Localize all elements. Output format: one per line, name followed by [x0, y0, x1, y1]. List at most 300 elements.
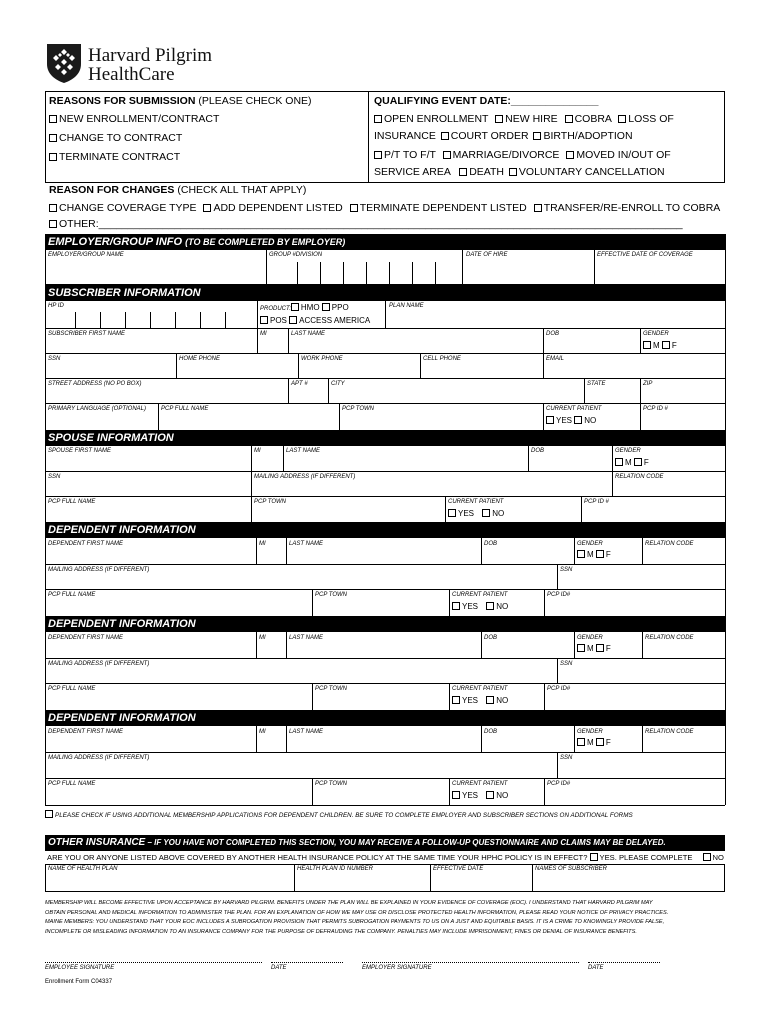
pcp-full-label: PCP FULL NAME — [161, 406, 209, 412]
tick — [125, 312, 126, 328]
option-label: HMO — [300, 303, 320, 312]
effective-date-label: EFFECTIVE DATE OF COVERAGE — [597, 252, 693, 258]
checkbox[interactable] — [590, 853, 598, 861]
checkbox[interactable] — [350, 204, 358, 212]
gender-options — [643, 341, 677, 351]
option-label: M — [587, 738, 594, 747]
dependent-current-patient-label: CURRENT PATIENT — [452, 592, 508, 598]
divider — [45, 564, 725, 565]
option-label: LOSS OF — [628, 113, 674, 125]
divider — [286, 538, 287, 564]
subscriber-header — [45, 285, 725, 301]
checkbox[interactable] — [565, 115, 573, 123]
option-label: VOLUNTARY CANCELLATION — [518, 166, 665, 178]
employee-date-line[interactable] — [271, 962, 343, 963]
option-label: MOVED IN/OUT OF — [576, 149, 671, 161]
changes-other[interactable] — [49, 218, 725, 231]
employee-signature-label: EMPLOYEE SIGNATURE — [45, 965, 115, 971]
checkbox[interactable] — [443, 151, 451, 159]
legal-text — [45, 899, 725, 937]
checkbox[interactable] — [546, 416, 554, 424]
employer-title: EMPLOYER/GROUP INFO — [48, 236, 183, 248]
other-insurance-question — [47, 853, 724, 863]
divider — [462, 250, 463, 284]
checkbox[interactable] — [495, 115, 503, 123]
dependent-header-1 — [45, 522, 725, 538]
changes-options — [49, 202, 720, 215]
spouse-header — [45, 430, 725, 446]
group-division-label: GROUP #DIVISION — [269, 252, 323, 258]
checkbox[interactable] — [448, 509, 456, 517]
divider — [543, 353, 544, 378]
cell-phone-label: CELL PHONE — [423, 356, 461, 362]
dependent-dob-label: DOB — [484, 635, 498, 641]
divider — [557, 752, 558, 778]
divider — [45, 658, 725, 659]
dependent-dob-label: DOB — [484, 729, 498, 735]
option-label: NO — [584, 416, 597, 425]
employee-signature-line[interactable] — [45, 962, 262, 963]
dependent-first-name-label: DEPENDENT FIRST NAME — [48, 729, 124, 735]
street-label: STREET ADDRESS (NO PO BOX) — [48, 381, 142, 387]
logo-text — [88, 46, 212, 84]
option-label: M — [653, 341, 660, 350]
option-label: F — [643, 458, 649, 467]
option-label: TERMINATE CONTRACT — [59, 151, 181, 163]
option-label: POS — [270, 316, 287, 325]
mi-label: MI — [260, 331, 267, 337]
divider — [640, 403, 641, 430]
qualifying-row2 — [374, 130, 633, 143]
dependent-current-patient-label: CURRENT PATIENT — [452, 781, 508, 787]
divider — [45, 589, 725, 590]
checkbox[interactable] — [533, 132, 541, 140]
checkbox[interactable] — [703, 853, 711, 861]
current-patient-options — [546, 416, 596, 426]
spouse-ssn-label: SSN — [48, 474, 61, 480]
dependent-header-3 — [45, 710, 725, 726]
submission-note: (PLEASE CHECK ONE) — [198, 95, 312, 107]
divider — [45, 328, 725, 329]
divider — [445, 496, 446, 522]
divider — [544, 589, 545, 616]
divider — [543, 403, 544, 430]
option-label: COURT ORDER — [450, 130, 529, 142]
divider — [339, 403, 340, 430]
tick — [366, 262, 367, 284]
tick — [412, 262, 413, 284]
option-label: DEATH — [469, 166, 504, 178]
option-label: TRANSFER/RE-ENROLL TO COBRA — [543, 202, 721, 214]
checkbox[interactable] — [486, 696, 494, 704]
employer-header — [45, 234, 725, 250]
checkbox[interactable] — [634, 458, 642, 466]
checkbox[interactable] — [49, 204, 57, 212]
zip-label: ZIP — [643, 381, 653, 387]
pcp-town-label: PCP TOWN — [342, 406, 375, 412]
checkbox[interactable] — [374, 151, 382, 159]
city-label: CITY — [331, 381, 345, 387]
checkbox[interactable] — [662, 341, 670, 349]
changes-title-row — [49, 184, 306, 197]
divider — [45, 378, 725, 379]
dependent-dob-label: DOB — [484, 541, 498, 547]
dependent-title: DEPENDENT INFORMATION — [48, 712, 196, 724]
question-text: ARE YOU OR ANYONE LISTED ABOVE COVERED BY ANOTHER HEALTH INSURANCE POLICY AT THE SAME TIME YOUR HPHC POLICY IS IN EFFECT? — [47, 853, 588, 862]
qualifying-row3 — [374, 149, 671, 162]
spouse-title: SPOUSE INFORMATION — [48, 432, 174, 444]
checkbox[interactable] — [486, 791, 494, 799]
submission-option-0[interactable] — [49, 113, 219, 126]
divider — [584, 378, 585, 403]
option-label: CHANGE TO CONTRACT — [59, 132, 183, 144]
option-label: CHANGE COVERAGE TYPE — [59, 202, 197, 214]
checkbox[interactable] — [566, 151, 574, 159]
checkbox[interactable] — [49, 134, 57, 142]
spouse-first-name-label: SPOUSE FIRST NAME — [48, 448, 112, 454]
additional-forms-note[interactable] — [45, 810, 633, 820]
dependent-pcp-id-label: PCP ID# — [547, 686, 571, 692]
divider — [642, 632, 643, 658]
option-label: M — [587, 550, 594, 559]
submission-title-row — [49, 95, 312, 108]
spouse-current-patient-label: CURRENT PATIENT — [448, 499, 504, 505]
spouse-mi-label: MI — [254, 448, 261, 454]
divider — [640, 328, 641, 353]
dependent-mi-label: MI — [259, 729, 266, 735]
divider — [45, 683, 725, 684]
checkbox[interactable] — [49, 153, 57, 161]
state-label: STATE — [587, 381, 606, 387]
checkbox[interactable] — [452, 791, 460, 799]
language-label: PRIMARY LANGUAGE (OPTIONAL) — [48, 406, 147, 412]
gender-label: GENDER — [643, 331, 669, 337]
checkbox[interactable] — [289, 316, 297, 324]
checkbox[interactable] — [49, 115, 57, 123]
tick — [75, 312, 76, 328]
checkbox[interactable] — [49, 220, 57, 228]
dependent-gender-options — [577, 644, 611, 654]
other-insurance-box — [45, 864, 725, 892]
tick — [435, 262, 436, 284]
dependent-current-patient-options — [452, 791, 508, 801]
divider — [642, 726, 643, 752]
divider — [257, 328, 258, 353]
dependent-current-patient-options — [452, 696, 508, 706]
dependent-header-2 — [45, 616, 725, 632]
dependent-ssn-label: SSN — [560, 661, 573, 667]
employer-signature-line[interactable] — [362, 962, 579, 963]
top-divider — [368, 91, 369, 183]
option-label: F — [605, 644, 611, 653]
pcp-id-label: PCP ID # — [643, 406, 668, 412]
dependent-gender-label: GENDER — [577, 541, 603, 547]
option-label: YES — [462, 696, 479, 705]
dependent-gender-options — [577, 738, 611, 748]
divider — [594, 250, 595, 284]
note-text: PLEASE CHECK IF USING ADDITIONAL MEMBERSHIP APPLICATIONS FOR DEPENDENT CHILDREN. BE SURE TO COMPLETE EMPLOYER AND SUBSCRIBER SECTIONS ON ADDITIONAL FORMS — [55, 812, 633, 819]
option-label: BIRTH/ADOPTION — [543, 130, 633, 142]
option-label: YES — [458, 509, 475, 518]
ssn-label: SSN — [48, 356, 61, 362]
dependent-first-name-label: DEPENDENT FIRST NAME — [48, 541, 124, 547]
spouse-gender-label: GENDER — [615, 448, 641, 454]
option-label: P/T TO F/T — [384, 149, 436, 161]
legal-line: OBTAIN PERSONAL AND MEDICAL INFORMATION TO ADMINISTER THE PLAN. FOR AN EXPLANATION OF HOW WE MAY USE OR DISCLOSE PROTECTED HEALTH INFORMATION, PLEASE READ YOUR NOTICE OF PRIVACY PRACTICES. — [45, 909, 669, 916]
dependent-mi-label: MI — [259, 541, 266, 547]
dependent-mailing-label: MAILING ADDRESS (IF DIFFERENT) — [48, 661, 150, 667]
dependent-pcp-town-label: PCP TOWN — [315, 592, 348, 598]
checkbox[interactable] — [596, 738, 604, 746]
dependent-relation-label: RELATION CODE — [645, 729, 694, 735]
spouse-mailing-label: MAILING ADDRESS (IF DIFFERENT) — [254, 474, 356, 480]
divider — [532, 864, 533, 892]
other-label: OTHER:____________________________________________________________________________________________________ — [59, 218, 683, 230]
option-label: NO — [496, 696, 509, 705]
tick — [343, 262, 344, 284]
option-label: F — [605, 550, 611, 559]
tick — [200, 312, 201, 328]
hp-id-label: HP ID — [48, 303, 64, 309]
checkbox[interactable] — [486, 602, 494, 610]
spouse-gender-options — [615, 458, 649, 468]
checkbox[interactable] — [374, 115, 382, 123]
product-row1 — [260, 303, 349, 314]
tick — [320, 262, 321, 284]
dependent-mailing-label: MAILING ADDRESS (IF DIFFERENT) — [48, 755, 150, 761]
divider — [45, 353, 725, 354]
checkbox[interactable] — [441, 132, 449, 140]
dependent-relation-label: RELATION CODE — [645, 541, 694, 547]
legal-line: INCOMPLETE OR MISLEADING INFORMATION TO AN INSURANCE COMPANY FOR THE PURPOSE OF DEFRAUDING THE COMPANY. PENALTIES MAY INCLUDE IMPRISONMENT, FINES OR DENIAL OF INSURANCE BENEFITS. — [45, 928, 637, 935]
option-label: SERVICE AREA — [374, 166, 451, 178]
divider — [612, 446, 613, 471]
employer-date-label: DATE — [588, 965, 604, 971]
spouse-pcp-id-label: PCP ID # — [584, 499, 609, 505]
dependent-gender-label: GENDER — [577, 635, 603, 641]
divider — [481, 632, 482, 658]
divider — [251, 446, 252, 471]
checkbox[interactable] — [615, 458, 623, 466]
subscriber-title: SUBSCRIBER INFORMATION — [48, 287, 201, 299]
option-label: ACCESS AMERICA — [299, 316, 371, 325]
divider — [158, 403, 159, 430]
checkbox[interactable] — [577, 550, 585, 558]
divider — [612, 471, 613, 496]
divider — [557, 564, 558, 589]
dependent-ssn-label: SSN — [560, 755, 573, 761]
frame-right — [725, 234, 726, 805]
option-label: NO — [496, 602, 509, 611]
checkbox[interactable] — [577, 738, 585, 746]
option-label: NEW ENROLLMENT/CONTRACT — [59, 113, 220, 125]
option-label: NO — [496, 791, 509, 800]
checkbox[interactable] — [596, 550, 604, 558]
checkbox[interactable] — [534, 204, 542, 212]
dependent-last-name-label: LAST NAME — [289, 729, 324, 735]
option-label: OPEN ENROLLMENT — [384, 113, 489, 125]
names-of-subscriber-label: NAMES OF SUBSCRIBER — [535, 866, 607, 872]
option-label: YES. PLEASE COMPLETE — [599, 853, 693, 862]
checkbox[interactable] — [459, 168, 467, 176]
option-label: YES — [556, 416, 573, 425]
divider — [481, 726, 482, 752]
divider — [256, 726, 257, 752]
checkbox[interactable] — [577, 644, 585, 652]
logo-line2: HealthCare — [88, 64, 175, 85]
divider — [528, 446, 529, 471]
divider — [45, 471, 725, 472]
checkbox[interactable] — [291, 303, 299, 311]
divider — [257, 301, 258, 328]
divider — [286, 726, 287, 752]
home-phone-label: HOME PHONE — [179, 356, 221, 362]
divider — [251, 496, 252, 522]
option-label: M — [625, 458, 632, 467]
current-patient-label: CURRENT PATIENT — [546, 406, 602, 412]
checkbox[interactable] — [596, 644, 604, 652]
checkbox[interactable] — [203, 204, 211, 212]
checkbox[interactable] — [643, 341, 651, 349]
submission-option-2[interactable] — [49, 151, 180, 164]
option-label: M — [587, 644, 594, 653]
qualifying-row1 — [374, 113, 674, 126]
logo-line1: Harvard Pilgrim — [88, 45, 213, 66]
employer-signature-label: EMPLOYER SIGNATURE — [362, 965, 432, 971]
spouse-pcp-full-label: PCP FULL NAME — [48, 499, 96, 505]
option-label: COBRA — [574, 113, 612, 125]
option-label: F — [605, 738, 611, 747]
divider — [45, 752, 725, 753]
checkbox[interactable] — [45, 810, 53, 818]
option-label: ADD DEPENDENT LISTED — [213, 202, 343, 214]
divider — [544, 778, 545, 805]
divider — [574, 632, 575, 658]
dependent-current-patient-label: CURRENT PATIENT — [452, 686, 508, 692]
checkbox[interactable] — [322, 303, 330, 311]
tick — [150, 312, 151, 328]
product-row2 — [260, 316, 370, 326]
dependent-title: DEPENDENT INFORMATION — [48, 618, 196, 630]
checkbox[interactable] — [452, 602, 460, 610]
other-insurance-note: – IF YOU HAVE NOT COMPLETED THIS SECTION, YOU MAY RECEIVE A FOLLOW-UP QUESTIONNAIRE AND CLAIMS MAY BE DELAYED. — [145, 838, 666, 847]
other-insurance-title: OTHER INSURANCE — [48, 837, 146, 848]
divider — [45, 496, 725, 497]
dependent-last-name-label: LAST NAME — [289, 541, 324, 547]
divider — [328, 378, 329, 403]
divider — [45, 403, 725, 404]
spouse-relation-label: RELATION CODE — [615, 474, 664, 480]
first-name-label: SUBSCRIBER FIRST NAME — [48, 331, 126, 337]
spouse-dob-label: DOB — [531, 448, 545, 454]
product-label: PRODUCT: — [260, 306, 291, 312]
submission-title: REASONS FOR SUBMISSION — [49, 95, 196, 107]
option-label: NEW HIRE — [505, 113, 558, 125]
email-label: EMAIL — [546, 356, 565, 362]
employer-date-line[interactable] — [588, 962, 660, 963]
shield-logo-icon — [45, 42, 83, 84]
legal-line: MEMBERSHIP WILL BECOME EFFECTIVE UPON ACCEPTANCE BY HARVARD PILGRIM. BENEFITS UNDER THE PLAN WILL BE EXPLAINED IN YOUR EVIDENCE OF COVERAGE (EOC). I UNDERSTAND THAT HARVARD PILGRIM MAY — [45, 900, 653, 906]
option-label: F — [671, 341, 677, 350]
divider — [449, 589, 450, 616]
divider — [312, 778, 313, 805]
divider — [298, 353, 299, 378]
dependent-gender-options — [577, 550, 611, 560]
option-label: NO — [712, 853, 724, 862]
divider — [642, 538, 643, 564]
dob-label: DOB — [546, 331, 560, 337]
divider — [449, 778, 450, 805]
employee-date-label: DATE — [271, 965, 287, 971]
dependent-last-name-label: LAST NAME — [289, 635, 324, 641]
tick — [225, 312, 226, 328]
checkbox[interactable] — [452, 696, 460, 704]
option-label: INSURANCE — [374, 130, 436, 142]
divider — [251, 471, 252, 496]
dependent-pcp-town-label: PCP TOWN — [315, 781, 348, 787]
dependent-current-patient-options — [452, 602, 508, 612]
apt-label: APT # — [291, 381, 308, 387]
divider — [294, 864, 295, 892]
changes-title: REASON FOR CHANGES — [49, 184, 175, 196]
divider — [640, 378, 641, 403]
divider — [283, 446, 284, 471]
divider — [45, 805, 725, 806]
option-label: MARRIAGE/DIVORCE — [452, 149, 560, 161]
spouse-pcp-town-label: PCP TOWN — [254, 499, 287, 505]
option-label: NO — [492, 509, 505, 518]
dependent-pcp-full-label: PCP FULL NAME — [48, 781, 96, 787]
divider — [543, 328, 544, 353]
divider — [430, 864, 431, 892]
dependent-pcp-id-label: PCP ID# — [547, 592, 571, 598]
checkbox[interactable] — [509, 168, 517, 176]
divider — [176, 353, 177, 378]
tick — [297, 262, 298, 284]
divider — [256, 632, 257, 658]
dependent-first-name-label: DEPENDENT FIRST NAME — [48, 635, 124, 641]
checkbox[interactable] — [260, 316, 268, 324]
dependent-mailing-label: MAILING ADDRESS (IF DIFFERENT) — [48, 567, 150, 573]
checkbox[interactable] — [482, 509, 490, 517]
date-of-hire-label: DATE OF HIRE — [466, 252, 508, 258]
dependent-mi-label: MI — [259, 635, 266, 641]
option-label: PPO — [331, 303, 349, 312]
divider — [420, 353, 421, 378]
dependent-ssn-label: SSN — [560, 567, 573, 573]
checkbox[interactable] — [574, 416, 582, 424]
tick — [389, 262, 390, 284]
spouse-last-name-label: LAST NAME — [286, 448, 321, 454]
dependent-title: DEPENDENT INFORMATION — [48, 524, 196, 536]
qualifying-row4 — [374, 166, 665, 179]
spouse-current-patient-options — [448, 509, 504, 519]
work-phone-label: WORK PHONE — [301, 356, 343, 362]
checkbox[interactable] — [618, 115, 626, 123]
divider — [45, 778, 725, 779]
health-plan-id-label: HEALTH PLAN ID NUMBER — [297, 866, 373, 872]
option-label: YES — [462, 791, 479, 800]
last-name-label: LAST NAME — [291, 331, 326, 337]
dependent-gender-label: GENDER — [577, 729, 603, 735]
divider — [266, 250, 267, 284]
qualifying-title: QUALIFYING EVENT DATE:_______________ — [374, 95, 599, 107]
tick — [100, 312, 101, 328]
divider — [256, 538, 257, 564]
option-label: TERMINATE DEPENDENT LISTED — [359, 202, 527, 214]
submission-option-1[interactable] — [49, 132, 182, 145]
dependent-relation-label: RELATION CODE — [645, 635, 694, 641]
